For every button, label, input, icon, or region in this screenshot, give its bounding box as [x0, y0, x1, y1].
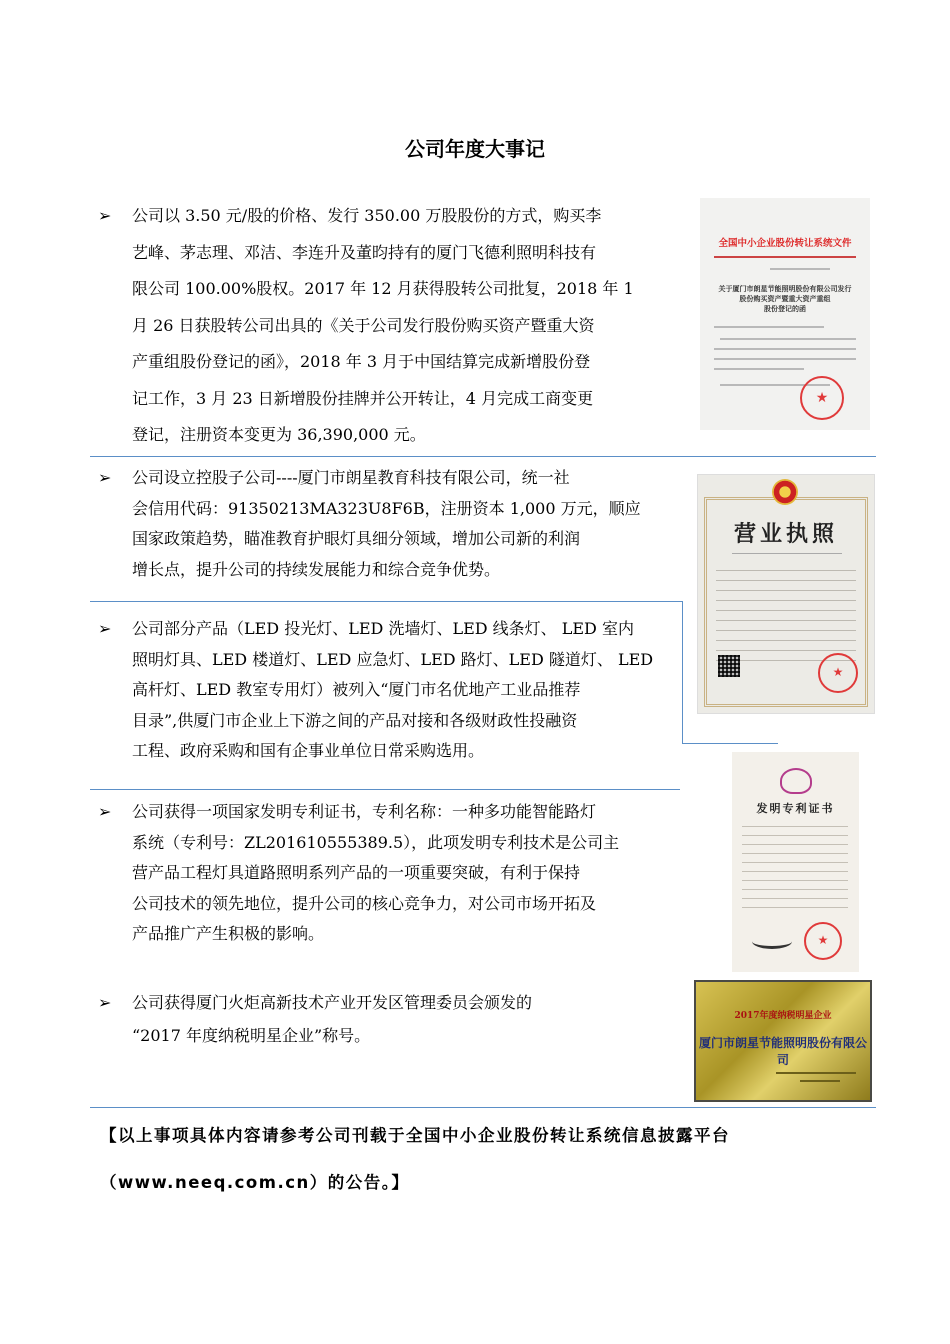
- bullet-arrow-icon: ➢: [98, 468, 112, 487]
- event-item-3: [98, 614, 675, 767]
- separator-line: [90, 456, 876, 457]
- event-item-5: [98, 986, 675, 1052]
- event-text-1: 公司以 3.50 元/股的价格、发行 350.00 万股股份的方式，购买李 艺峰、茅志理、邓洁、李连升及董昀持有的厦门飞德利照明科技有 限公司 100.00%股权。2017 年 12 月获得股转公司批复，2018 年 1 月 26 日获股转公司出具的《关于公司发行股份购买资产暨重大资 产重组股份登记的函》，2018 年 3 月于中国结算完成新增股份登 记工作，3 月 23 日新增股份挂牌并公开转让，4 月完成工商变更 登记，注册资本变更为 36,390,000 元。: [132, 206, 634, 444]
- doc-red-rule: [714, 256, 856, 258]
- bullet-arrow-icon: ➢: [98, 206, 112, 225]
- patent-logo-icon: [780, 768, 812, 794]
- business-license-image: [697, 474, 875, 714]
- patent-certificate-image: [732, 752, 859, 972]
- event-text-5: 公司获得厦门火炬高新技术产业开发区管理委员会颁发的 “2017 年度纳税明星企业”称号。: [132, 993, 533, 1045]
- footer-note-line1: 【以上事项具体内容请参考公司刊载于全国中小企业股份转让系统信息披露平台: [100, 1126, 730, 1145]
- signature-icon: [752, 934, 792, 949]
- event-text-2: 公司设立控股子公司----厦门市朗星教育科技有限公司，统一社 会信用代码：91350213MA323U8F6B，注册资本 1,000 万元，顺应 国家政策趋势，瞄准教育护眼灯具细分领域，增加公司新的利润 增长点，提升公司的持续发展能力和综合竞争优势。: [132, 468, 641, 579]
- event-text-4: 公司获得一项国家发明专利证书，专利名称：一种多功能智能路灯 系统（专利号：ZL201610555389.5），此项发明专利技术是公司主 营产品工程灯具道路照明系列产品的一项重要突破，有利于保持 公司技术的领先地位，提升公司的核心竞争力，对公司市场开拓及 产品推广产生积极的影响。: [132, 802, 620, 943]
- plaque-line2: 厦门市朗星节能照明股份有限公司: [698, 1036, 867, 1067]
- bullet-arrow-icon: ➢: [98, 619, 112, 638]
- qr-code-icon: [718, 655, 740, 677]
- red-seal-icon: ★: [818, 653, 858, 693]
- doc-header: 全国中小企业股份转让系统文件: [718, 238, 852, 249]
- footer-note-line2: （www.neeq.com.cn）的公告。】: [100, 1173, 410, 1192]
- event-item-1: [98, 198, 675, 454]
- national-emblem-icon: [772, 479, 798, 505]
- bullet-arrow-icon: ➢: [98, 802, 112, 821]
- separator-line: [90, 1107, 876, 1108]
- page-title: 公司年度大事记: [405, 137, 545, 161]
- separator-line: [90, 789, 680, 790]
- separator-line: [90, 601, 682, 602]
- separator-line: [682, 743, 778, 744]
- event-item-4: [98, 797, 675, 950]
- separator-line: [682, 601, 683, 743]
- plaque-line1: 2017年度纳税明星企业: [734, 1011, 832, 1021]
- event-item-2: [98, 463, 675, 585]
- tax-star-plaque-image: [694, 980, 872, 1102]
- red-seal-icon: ★: [804, 922, 842, 960]
- red-seal-icon: ★: [800, 376, 844, 420]
- event-text-3: 公司部分产品（LED 投光灯、LED 洗墙灯、LED 线条灯、 LED 室内 照明灯具、LED 楼道灯、LED 应急灯、LED 路灯、LED 隧道灯、 LED 高杆灯、LED 教室专用灯）被列入“厦门市名优地产工业品推荐 目录”,供厦门市企业上下游之间的产品对接和各级财政性投融资 工程、政府采购和国有企事业单位日常采购选用。: [132, 619, 654, 760]
- patent-header: 发明专利证书: [756, 802, 835, 815]
- approval-letter-image: 全国中小企业股份转让系统文件 关于厦门市朗星节能照明股份有限公司发行 股份购买资产暨重大资产重组 股份登记的函 ★: [700, 198, 870, 430]
- bullet-arrow-icon: ➢: [98, 993, 112, 1012]
- license-header: 营业执照: [733, 522, 838, 547]
